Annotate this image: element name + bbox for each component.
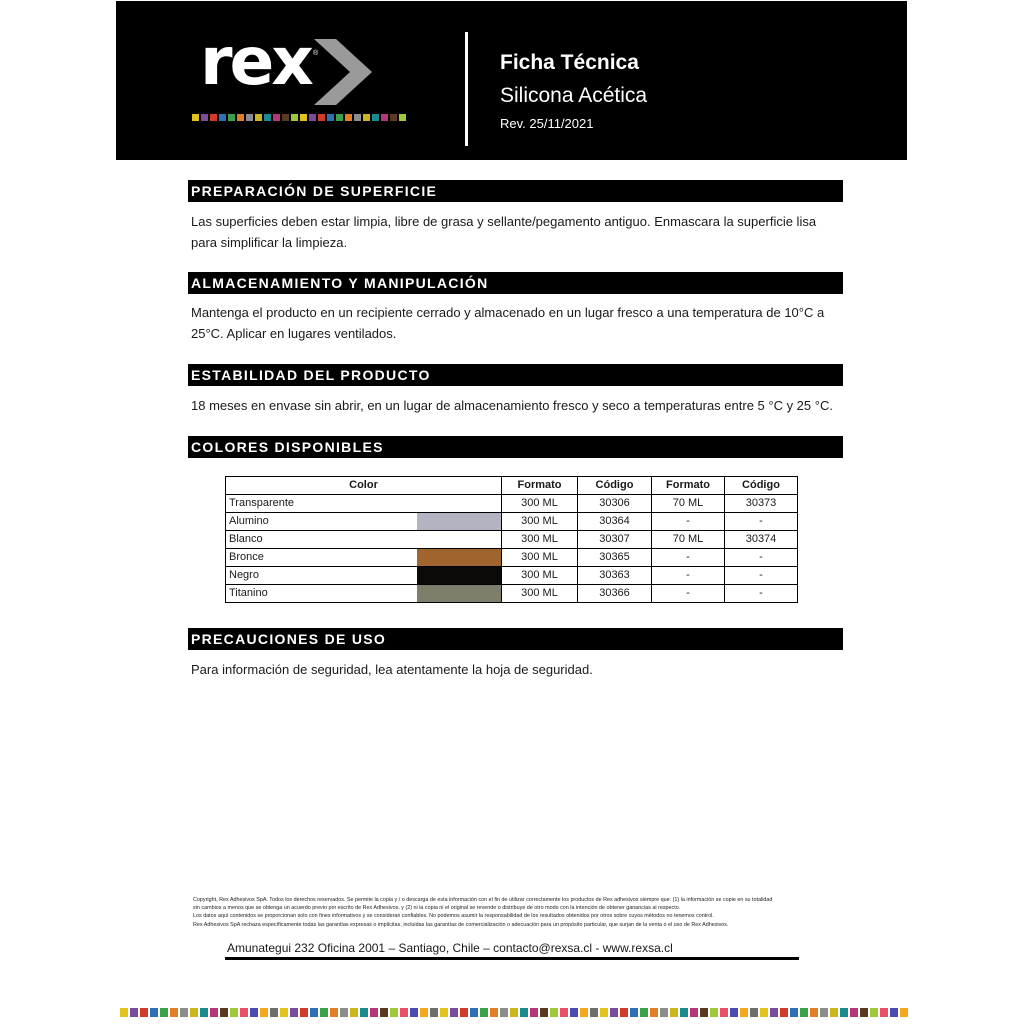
palette-square xyxy=(354,114,361,121)
rex-logo: rex xyxy=(200,23,311,100)
palette-square xyxy=(309,114,316,121)
palette-square xyxy=(150,1008,158,1017)
document-title: Ficha Técnica xyxy=(500,51,639,74)
format-2-cell: - xyxy=(652,513,725,531)
palette-square xyxy=(870,1008,878,1017)
code-cell: 30307 xyxy=(578,531,652,549)
palette-square xyxy=(320,1008,328,1017)
bottom-color-strip xyxy=(120,1008,908,1017)
palette-square xyxy=(660,1008,668,1017)
palette-square xyxy=(270,1008,278,1017)
registered-mark: ® xyxy=(313,50,319,57)
palette-square xyxy=(170,1008,178,1017)
color-name-cell xyxy=(226,495,502,513)
palette-square xyxy=(210,114,217,121)
palette-square xyxy=(282,114,289,121)
color-name-cell xyxy=(226,549,502,567)
palette-square xyxy=(830,1008,838,1017)
code-2-cell: 30374 xyxy=(725,531,798,549)
header-divider xyxy=(465,32,468,146)
palette-square xyxy=(327,114,334,121)
palette-square xyxy=(580,1008,588,1017)
palette-square xyxy=(740,1008,748,1017)
palette-square xyxy=(250,1008,258,1017)
palette-square xyxy=(550,1008,558,1017)
palette-square xyxy=(180,1008,188,1017)
palette-square xyxy=(520,1008,528,1017)
palette-square xyxy=(670,1008,678,1017)
palette-square xyxy=(130,1008,138,1017)
footer-rule xyxy=(225,957,799,960)
palette-square xyxy=(260,1008,268,1017)
palette-square xyxy=(500,1008,508,1017)
palette-square xyxy=(246,114,253,121)
palette-square xyxy=(840,1008,848,1017)
table-row xyxy=(226,567,798,585)
color-name-cell xyxy=(226,513,502,531)
palette-square xyxy=(770,1008,778,1017)
palette-square xyxy=(220,1008,228,1017)
palette-square xyxy=(800,1008,808,1017)
section-title-colors: COLORES DISPONIBLES xyxy=(188,436,843,458)
section-text-precautions: Para información de seguridad, lea atentamente la hoja de seguridad. xyxy=(191,662,593,677)
palette-square xyxy=(680,1008,688,1017)
palette-square xyxy=(650,1008,658,1017)
palette-square xyxy=(570,1008,578,1017)
section-title-precautions: PRECAUCIONES DE USO xyxy=(188,628,843,650)
format-cell: 300 ML xyxy=(502,549,578,567)
palette-square xyxy=(240,1008,248,1017)
color-swatch xyxy=(417,495,501,512)
format-cell: 300 ML xyxy=(502,567,578,585)
palette-square xyxy=(750,1008,758,1017)
section-title-surface: PREPARACIÓN DE SUPERFICIE xyxy=(188,180,843,202)
palette-square xyxy=(330,1008,338,1017)
revision-date: Rev. 25/11/2021 xyxy=(500,116,594,131)
palette-square xyxy=(890,1008,898,1017)
palette-square xyxy=(810,1008,818,1017)
palette-square xyxy=(237,114,244,121)
palette-square xyxy=(850,1008,858,1017)
color-swatch xyxy=(417,567,501,584)
palette-square xyxy=(160,1008,168,1017)
header-banner xyxy=(116,1,907,160)
chevron-logo-icon xyxy=(314,39,374,105)
color-name: Negro xyxy=(229,569,259,581)
palette-square xyxy=(730,1008,738,1017)
contact-address: Amunategui 232 Oficina 2001 – Santiago, Chile – contacto@rexsa.cl - www.rexsa.cl xyxy=(227,941,673,955)
palette-square xyxy=(219,114,226,121)
palette-square xyxy=(399,114,406,121)
color-swatch xyxy=(417,585,501,602)
palette-square xyxy=(590,1008,598,1017)
logo-color-strip xyxy=(192,114,406,121)
palette-square xyxy=(540,1008,548,1017)
code-cell: 30363 xyxy=(578,567,652,585)
palette-square xyxy=(350,1008,358,1017)
table-row xyxy=(226,549,798,567)
palette-square xyxy=(450,1008,458,1017)
format-cell: 300 ML xyxy=(502,495,578,513)
format-cell: 300 ML xyxy=(502,585,578,603)
legal-line-4: Rex Adhesivos SpA rechaza específicamente todas las garantías expresas o implícitas, incluidas las garantías de comercialización o adecuación para un propósito particular, que surjan de la venta o el uso de Rex Adhesivos. xyxy=(193,921,729,928)
palette-square xyxy=(630,1008,638,1017)
table-header-row xyxy=(226,477,798,495)
header-format: Formato xyxy=(502,477,578,495)
palette-square xyxy=(228,114,235,121)
storage-line-2: 25°C. Aplicar en lugares ventilados. xyxy=(191,326,397,341)
section-title-stability: ESTABILIDAD DEL PRODUCTO xyxy=(188,364,843,386)
palette-square xyxy=(340,1008,348,1017)
legal-line-2: sin cambios a menos que se obtenga un acuerdo previo por escrito de Rex Adhesivos, y (2) ni la copia ni el original se revende o distribuye de otro modo con la intención de obtener ganancias al respecto. xyxy=(193,905,681,912)
product-name: Silicona Acética xyxy=(500,84,648,107)
palette-square xyxy=(210,1008,218,1017)
palette-square xyxy=(290,1008,298,1017)
color-name: Titanino xyxy=(229,587,268,599)
palette-square xyxy=(790,1008,798,1017)
palette-square xyxy=(381,114,388,121)
palette-square xyxy=(273,114,280,121)
palette-square xyxy=(510,1008,518,1017)
format-2-cell: - xyxy=(652,549,725,567)
palette-square xyxy=(300,114,307,121)
palette-square xyxy=(345,114,352,121)
palette-square xyxy=(372,114,379,121)
palette-square xyxy=(460,1008,468,1017)
code-cell: 30364 xyxy=(578,513,652,531)
palette-square xyxy=(720,1008,728,1017)
palette-square xyxy=(310,1008,318,1017)
table-row xyxy=(226,531,798,549)
palette-square xyxy=(780,1008,788,1017)
format-2-cell: - xyxy=(652,585,725,603)
color-name-cell xyxy=(226,531,502,549)
palette-square xyxy=(490,1008,498,1017)
color-name: Blanco xyxy=(229,533,263,545)
header-format-2: Formato xyxy=(652,477,725,495)
color-name: Bronce xyxy=(229,551,264,563)
header-code: Código xyxy=(578,477,652,495)
palette-square xyxy=(192,114,199,121)
legal-notice xyxy=(193,896,853,929)
palette-square xyxy=(710,1008,718,1017)
surface-line-2: para simplificar la limpieza. xyxy=(191,235,348,250)
code-2-cell: - xyxy=(725,549,798,567)
code-2-cell: 30373 xyxy=(725,495,798,513)
palette-square xyxy=(610,1008,618,1017)
color-name-cell xyxy=(226,567,502,585)
color-name: Transparente xyxy=(229,497,295,509)
format-2-cell: - xyxy=(652,567,725,585)
code-2-cell: - xyxy=(725,567,798,585)
palette-square xyxy=(200,1008,208,1017)
code-2-cell: - xyxy=(725,585,798,603)
palette-square xyxy=(363,114,370,121)
color-swatch xyxy=(417,531,501,548)
palette-square xyxy=(318,114,325,121)
code-cell: 30306 xyxy=(578,495,652,513)
palette-square xyxy=(336,114,343,121)
palette-square xyxy=(620,1008,628,1017)
header-color: Color xyxy=(226,477,502,495)
format-2-cell: 70 ML xyxy=(652,531,725,549)
code-cell: 30366 xyxy=(578,585,652,603)
format-2-cell: 70 ML xyxy=(652,495,725,513)
palette-square xyxy=(560,1008,568,1017)
palette-square xyxy=(430,1008,438,1017)
color-name-cell xyxy=(226,585,502,603)
color-swatch xyxy=(417,549,501,566)
palette-square xyxy=(255,114,262,121)
palette-square xyxy=(264,114,271,121)
palette-square xyxy=(900,1008,908,1017)
header-code-2: Código xyxy=(725,477,798,495)
palette-square xyxy=(760,1008,768,1017)
palette-square xyxy=(380,1008,388,1017)
palette-square xyxy=(230,1008,238,1017)
format-cell: 300 ML xyxy=(502,513,578,531)
code-2-cell: - xyxy=(725,513,798,531)
palette-square xyxy=(700,1008,708,1017)
palette-square xyxy=(640,1008,648,1017)
storage-line-1: Mantenga el producto en un recipiente cerrado y almacenado en un lugar fresco a una temperatura de 10°C a xyxy=(191,305,825,320)
palette-square xyxy=(420,1008,428,1017)
color-swatch xyxy=(417,513,501,530)
palette-square xyxy=(300,1008,308,1017)
palette-square xyxy=(360,1008,368,1017)
format-cell: 300 ML xyxy=(502,531,578,549)
palette-square xyxy=(860,1008,868,1017)
palette-square xyxy=(390,1008,398,1017)
table-row xyxy=(226,495,798,513)
palette-square xyxy=(480,1008,488,1017)
legal-line-3: Los datos aquí contenidos se proporcionan solo con fines informativos y se consideran confiables. No podemos asumir la responsabilidad de los resultados obtenidos por otros sobre cuyos métodos no tenemos control. xyxy=(193,913,714,920)
palette-square xyxy=(140,1008,148,1017)
code-cell: 30365 xyxy=(578,549,652,567)
section-title-storage: ALMACENAMIENTO Y MANIPULACIÓN xyxy=(188,272,843,294)
color-name: Alumino xyxy=(229,515,269,527)
section-text-surface xyxy=(191,211,847,253)
palette-square xyxy=(291,114,298,121)
palette-square xyxy=(440,1008,448,1017)
table-row xyxy=(226,513,798,531)
palette-square xyxy=(370,1008,378,1017)
palette-square xyxy=(190,1008,198,1017)
palette-square xyxy=(880,1008,888,1017)
table-row xyxy=(226,585,798,603)
legal-line-1: Copyright, Rex Adhesivos SpA. Todos los derechos reservados. Se permite la copia y / o descarga de esta información con el fin de utilizar correctamente los productos de Rex adhesivos siempre que: (1) la información se copie en su totalidad xyxy=(193,897,773,903)
section-text-storage xyxy=(191,302,847,344)
palette-square xyxy=(820,1008,828,1017)
surface-line-1: Las superficies deben estar limpia, libre de grasa y sellante/pegamento antiguo. Enmascara la superficie lisa xyxy=(191,214,817,229)
palette-square xyxy=(410,1008,418,1017)
palette-square xyxy=(530,1008,538,1017)
palette-square xyxy=(600,1008,608,1017)
palette-square xyxy=(690,1008,698,1017)
palette-square xyxy=(280,1008,288,1017)
palette-square xyxy=(390,114,397,121)
palette-square xyxy=(201,114,208,121)
palette-square xyxy=(400,1008,408,1017)
palette-square xyxy=(470,1008,478,1017)
section-text-stability: 18 meses en envase sin abrir, en un lugar de almacenamiento fresco y seco a temperaturas entre 5 °C y 25 °C. xyxy=(191,398,833,413)
colors-table xyxy=(225,476,798,603)
palette-square xyxy=(120,1008,128,1017)
